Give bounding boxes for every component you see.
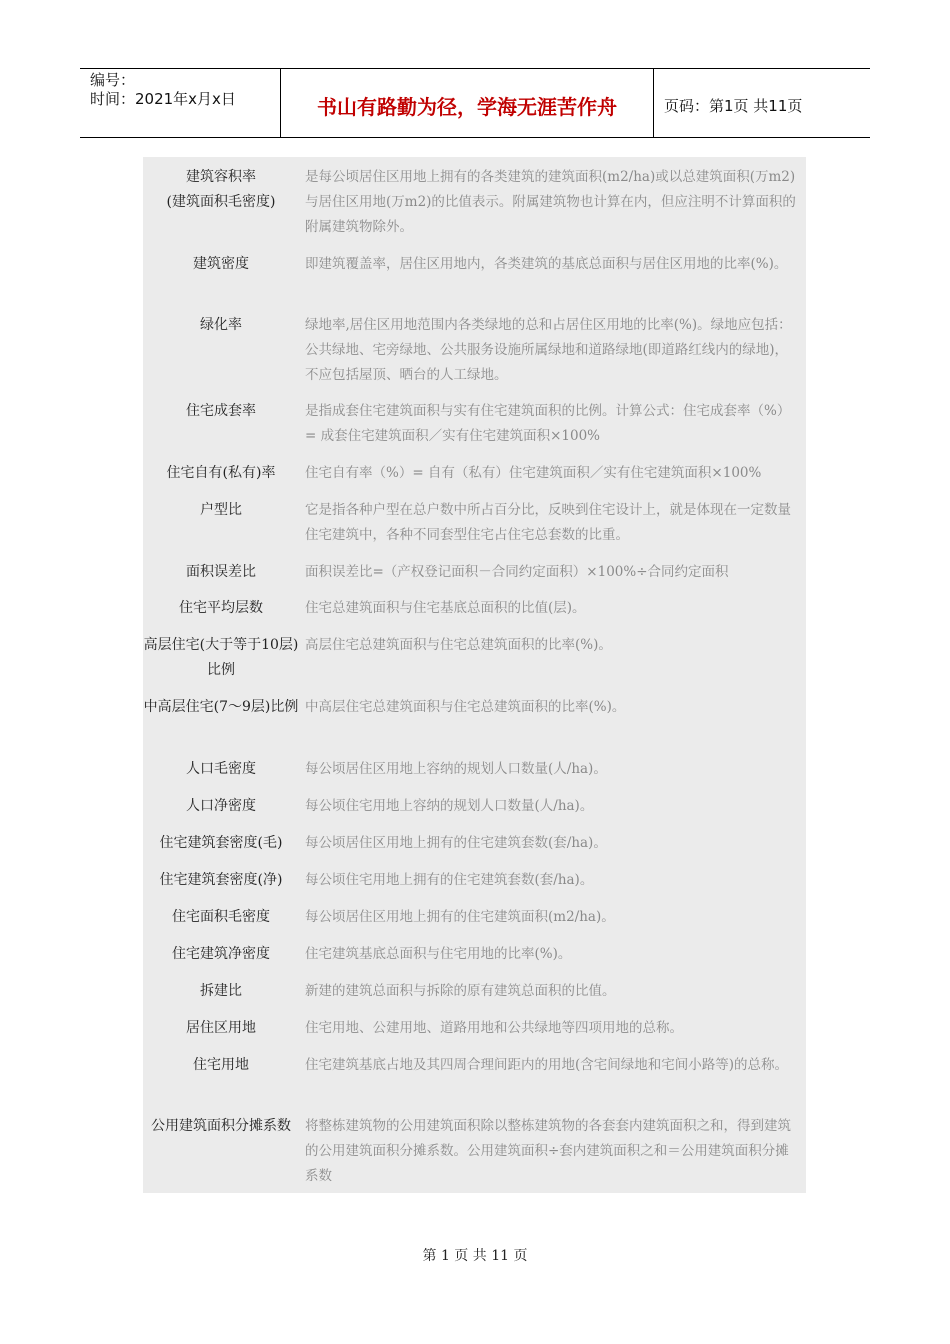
definition-cell: 住宅自有率（%）= 自有（私有）住宅建筑面积／实有住宅建筑面积×100% [305,465,762,481]
term-cell: 住宅面积毛密度 [172,909,270,925]
term-cell: 住宅建筑套密度(净) [159,872,283,888]
definition-cell: 绿地率,居住区用地范围内各类绿地的总和占居住区用地的比率(%)。绿地应包括：公共绿地、宅旁绿地、公共服务设施所属绿地和道路绿地(即道路红线内的绿地)，不应包括屋顶、晒台的人工绿地。 [305,317,792,383]
definition-cell: 是指成套住宅建筑面积与实有住宅建筑面积的比例。计算公式：住宅成套率（%）= 成套住宅建筑面积／实有住宅建筑面积×100% [305,403,791,444]
term-text: 建筑容积率 (建筑面积毛密度) [166,169,276,210]
definition-cell: 面积误差比=（产权登记面积－合同约定面积）×100%÷合同约定面积 [305,564,729,580]
term-cell: 住宅平均层数 [179,600,263,616]
term-cell: 高层住宅(大于等于10层)比例 [143,637,299,678]
definition-cell: 高层住宅总建筑面积与住宅总建筑面积的比率(%)。 [305,637,612,653]
definition-cell: 即建筑覆盖率，居住区用地内，各类建筑的基底总面积与居住区用地的比率(%)。 [305,256,788,272]
definition-cell: 住宅总建筑面积与住宅基底总面积的比值(层)。 [305,600,586,616]
term-cell: 户型比 [200,502,242,518]
term-cell: 建筑密度 [193,256,249,272]
definition-cell: 中高层住宅总建筑面积与住宅总建筑面积的比率(%)。 [305,699,626,715]
motto: 书山有路勤为径，学海无涯苦作舟 [281,69,654,137]
definition-cell: 每公顷住宅用地上容纳的规划人口数量(人/ha)。 [305,798,594,814]
term-cell: 住宅用地 [193,1057,249,1073]
definition-cell: 是每公顷居住区用地上拥有的各类建筑的建筑面积(m2/ha)或以总建筑面积(万m2)与居住区用地(万m2)的比值表示。附属建筑物也计算在内，但应注明不计算面积的附属建筑物除外。 [305,169,796,235]
page-indicator: 页码：第1页 共11页 [664,96,803,115]
definition-cell: 每公顷居住区用地上容纳的规划人口数量(人/ha)。 [305,761,607,777]
page-footer: 第 1 页 共 11 页 [422,1248,528,1264]
term-cell: 面积误差比 [186,564,256,580]
definition-cell: 将整栋建筑物的公用建筑面积除以整栋建筑物的各套套内建筑面积之和，得到建筑的公用建筑面积分摊系数。公用建筑面积÷套内建筑面积之和＝公用建筑面积分摊系数 [305,1118,791,1184]
page-header [80,68,870,138]
definition-cell: 每公顷住宅用地上拥有的住宅建筑套数(套/ha)。 [305,872,594,888]
definitions-table [143,157,806,1193]
definition-cell: 住宅建筑基底占地及其四周合理间距内的用地(含宅间绿地和宅间小路等)的总称。 [305,1057,789,1073]
term-cell: 居住区用地 [186,1020,256,1036]
term-cell: 住宅成套率 [186,403,256,419]
term-cell: 人口净密度 [186,798,256,814]
term-cell: 人口毛密度 [186,761,256,777]
definition-cell: 新建的建筑总面积与拆除的原有建筑总面积的比值。 [305,983,616,999]
number-label: 编号： [90,71,136,89]
term-cell: 住宅建筑套密度(毛) [159,835,283,851]
term-cell: 公用建筑面积分摊系数 [151,1118,291,1134]
term-cell: 绿化率 [200,317,242,333]
definition-cell: 每公顷居住区用地上拥有的住宅建筑套数(套/ha)。 [305,835,607,851]
definition-cell: 它是指各种户型在总户数中所占百分比，反映到住宅设计上，就是体现在一定数量住宅建筑中，各种不同套型住宅占住宅总套数的比重。 [305,502,791,543]
time-label: 时间：2021年x月x日 [90,90,236,108]
term-cell: 中高层住宅(7～9层)比例 [143,699,299,715]
term-cell: 拆建比 [200,983,242,999]
term-cell: 住宅自有(私有)率 [166,465,276,481]
header-meta [80,69,281,137]
term-cell: 住宅建筑净密度 [172,946,270,962]
term-cell [143,165,299,215]
definition-cell: 住宅用地、公建用地、道路用地和公共绿地等四项用地的总称。 [305,1020,683,1036]
definition-cell: 住宅建筑基底总面积与住宅用地的比率(%)。 [305,946,572,962]
definition-cell: 每公顷居住区用地上拥有的住宅建筑面积(m2/ha)。 [305,909,615,925]
